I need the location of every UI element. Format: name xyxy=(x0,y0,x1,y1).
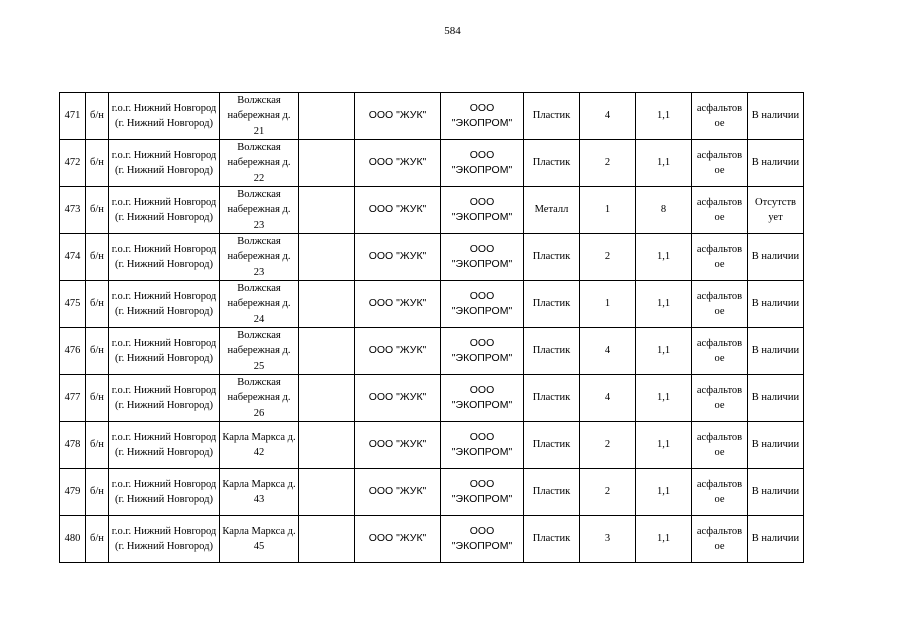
material-cell: Пластик xyxy=(524,422,580,469)
owner-cell: ООО "ЖУК" xyxy=(355,328,441,375)
container-volume-cell: 1,1 xyxy=(636,234,692,281)
container-count-cell: 2 xyxy=(580,422,636,469)
operator-cell: ООО "ЭКОПРОМ" xyxy=(441,140,524,187)
table-row xyxy=(60,140,804,187)
surface-type-cell: асфальтов ое xyxy=(692,375,748,422)
material-cell: Пластик xyxy=(524,234,580,281)
operator-cell: ООО "ЭКОПРОМ" xyxy=(441,93,524,140)
blank-cell xyxy=(299,422,355,469)
table-row xyxy=(60,93,804,140)
table-row xyxy=(60,328,804,375)
container-volume-cell: 1,1 xyxy=(636,328,692,375)
fence-status-cell: В наличии xyxy=(748,93,804,140)
row-number-cell: 480 xyxy=(60,516,86,563)
table-row xyxy=(60,422,804,469)
registration-number-cell: б/н xyxy=(86,469,109,516)
container-count-cell: 4 xyxy=(580,93,636,140)
fence-status-cell: В наличии xyxy=(748,375,804,422)
district-cell: г.о.г. Нижний Новгород (г. Нижний Новгород) xyxy=(109,187,220,234)
blank-cell xyxy=(299,375,355,422)
operator-cell: ООО "ЭКОПРОМ" xyxy=(441,516,524,563)
surface-type-cell: асфальтов ое xyxy=(692,469,748,516)
row-number-cell: 471 xyxy=(60,93,86,140)
material-cell: Пластик xyxy=(524,281,580,328)
container-count-cell: 3 xyxy=(580,516,636,563)
owner-cell: ООО "ЖУК" xyxy=(355,234,441,281)
container-count-cell: 4 xyxy=(580,375,636,422)
material-cell: Пластик xyxy=(524,328,580,375)
container-count-cell: 2 xyxy=(580,234,636,281)
district-cell: г.о.г. Нижний Новгород (г. Нижний Новгород) xyxy=(109,422,220,469)
district-cell: г.о.г. Нижний Новгород (г. Нижний Новгород) xyxy=(109,375,220,422)
operator-cell: ООО "ЭКОПРОМ" xyxy=(441,328,524,375)
container-volume-cell: 1,1 xyxy=(636,140,692,187)
container-volume-cell: 1,1 xyxy=(636,469,692,516)
district-cell: г.о.г. Нижний Новгород (г. Нижний Новгород) xyxy=(109,516,220,563)
operator-cell: ООО "ЭКОПРОМ" xyxy=(441,234,524,281)
owner-cell: ООО "ЖУК" xyxy=(355,281,441,328)
address-cell: Карла Маркса д. 45 xyxy=(220,516,299,563)
registration-number-cell: б/н xyxy=(86,328,109,375)
row-number-cell: 476 xyxy=(60,328,86,375)
table-body xyxy=(60,93,804,563)
registration-number-cell: б/н xyxy=(86,375,109,422)
surface-type-cell: асфальтов ое xyxy=(692,187,748,234)
container-volume-cell: 1,1 xyxy=(636,93,692,140)
operator-cell: ООО "ЭКОПРОМ" xyxy=(441,281,524,328)
table-row xyxy=(60,187,804,234)
operator-cell: ООО "ЭКОПРОМ" xyxy=(441,422,524,469)
material-cell: Пластик xyxy=(524,469,580,516)
owner-cell: ООО "ЖУК" xyxy=(355,375,441,422)
fence-status-cell: В наличии xyxy=(748,234,804,281)
table-row xyxy=(60,516,804,563)
row-number-cell: 478 xyxy=(60,422,86,469)
registration-number-cell: б/н xyxy=(86,140,109,187)
district-cell: г.о.г. Нижний Новгород (г. Нижний Новгород) xyxy=(109,281,220,328)
operator-cell: ООО "ЭКОПРОМ" xyxy=(441,469,524,516)
address-cell: Волжская набережная д. 25 xyxy=(220,328,299,375)
material-cell: Пластик xyxy=(524,140,580,187)
material-cell: Металл xyxy=(524,187,580,234)
container-volume-cell: 1,1 xyxy=(636,516,692,563)
registration-number-cell: б/н xyxy=(86,234,109,281)
fence-status-cell: В наличии xyxy=(748,469,804,516)
surface-type-cell: асфальтов ое xyxy=(692,234,748,281)
row-number-cell: 477 xyxy=(60,375,86,422)
container-count-cell: 1 xyxy=(580,187,636,234)
surface-type-cell: асфальтов ое xyxy=(692,422,748,469)
material-cell: Пластик xyxy=(524,516,580,563)
district-cell: г.о.г. Нижний Новгород (г. Нижний Новгород) xyxy=(109,469,220,516)
registration-number-cell: б/н xyxy=(86,93,109,140)
address-cell: Волжская набережная д. 21 xyxy=(220,93,299,140)
address-cell: Карла Маркса д. 42 xyxy=(220,422,299,469)
fence-status-cell: В наличии xyxy=(748,140,804,187)
container-volume-cell: 8 xyxy=(636,187,692,234)
container-volume-cell: 1,1 xyxy=(636,375,692,422)
district-cell: г.о.г. Нижний Новгород (г. Нижний Новгород) xyxy=(109,140,220,187)
address-cell: Волжская набережная д. 23 xyxy=(220,234,299,281)
row-number-cell: 474 xyxy=(60,234,86,281)
fence-status-cell: В наличии xyxy=(748,328,804,375)
table-row xyxy=(60,234,804,281)
material-cell: Пластик xyxy=(524,93,580,140)
surface-type-cell: асфальтов ое xyxy=(692,93,748,140)
owner-cell: ООО "ЖУК" xyxy=(355,93,441,140)
district-cell: г.о.г. Нижний Новгород (г. Нижний Новгород) xyxy=(109,328,220,375)
address-cell: Волжская набережная д. 26 xyxy=(220,375,299,422)
surface-type-cell: асфальтов ое xyxy=(692,516,748,563)
blank-cell xyxy=(299,328,355,375)
owner-cell: ООО "ЖУК" xyxy=(355,422,441,469)
blank-cell xyxy=(299,140,355,187)
surface-type-cell: асфальтов ое xyxy=(692,140,748,187)
registration-number-cell: б/н xyxy=(86,422,109,469)
blank-cell xyxy=(299,469,355,516)
blank-cell xyxy=(299,281,355,328)
blank-cell xyxy=(299,234,355,281)
owner-cell: ООО "ЖУК" xyxy=(355,140,441,187)
container-count-cell: 1 xyxy=(580,281,636,328)
container-volume-cell: 1,1 xyxy=(636,422,692,469)
registration-number-cell: б/н xyxy=(86,281,109,328)
surface-type-cell: асфальтов ое xyxy=(692,328,748,375)
fence-status-cell: В наличии xyxy=(748,516,804,563)
table-row xyxy=(60,281,804,328)
blank-cell xyxy=(299,187,355,234)
row-number-cell: 473 xyxy=(60,187,86,234)
owner-cell: ООО "ЖУК" xyxy=(355,516,441,563)
owner-cell: ООО "ЖУК" xyxy=(355,469,441,516)
address-cell: Волжская набережная д. 23 xyxy=(220,187,299,234)
registration-number-cell: б/н xyxy=(86,516,109,563)
container-count-cell: 4 xyxy=(580,328,636,375)
page-number: 584 xyxy=(444,25,461,37)
row-number-cell: 479 xyxy=(60,469,86,516)
container-count-cell: 2 xyxy=(580,140,636,187)
operator-cell: ООО "ЭКОПРОМ" xyxy=(441,375,524,422)
container-volume-cell: 1,1 xyxy=(636,281,692,328)
address-cell: Волжская набережная д. 24 xyxy=(220,281,299,328)
district-cell: г.о.г. Нижний Новгород (г. Нижний Новгород) xyxy=(109,93,220,140)
row-number-cell: 475 xyxy=(60,281,86,328)
fence-status-cell: В наличии xyxy=(748,281,804,328)
row-number-cell: 472 xyxy=(60,140,86,187)
owner-cell: ООО "ЖУК" xyxy=(355,187,441,234)
container-count-cell: 2 xyxy=(580,469,636,516)
operator-cell: ООО "ЭКОПРОМ" xyxy=(441,187,524,234)
material-cell: Пластик xyxy=(524,375,580,422)
district-cell: г.о.г. Нижний Новгород (г. Нижний Новгород) xyxy=(109,234,220,281)
table-row xyxy=(60,375,804,422)
address-cell: Карла Маркса д. 43 xyxy=(220,469,299,516)
blank-cell xyxy=(299,93,355,140)
surface-type-cell: асфальтов ое xyxy=(692,281,748,328)
address-cell: Волжская набережная д. 22 xyxy=(220,140,299,187)
container-sites-table xyxy=(59,92,804,563)
table-row xyxy=(60,469,804,516)
fence-status-cell: Отсутств ует xyxy=(748,187,804,234)
registration-number-cell: б/н xyxy=(86,187,109,234)
fence-status-cell: В наличии xyxy=(748,422,804,469)
blank-cell xyxy=(299,516,355,563)
